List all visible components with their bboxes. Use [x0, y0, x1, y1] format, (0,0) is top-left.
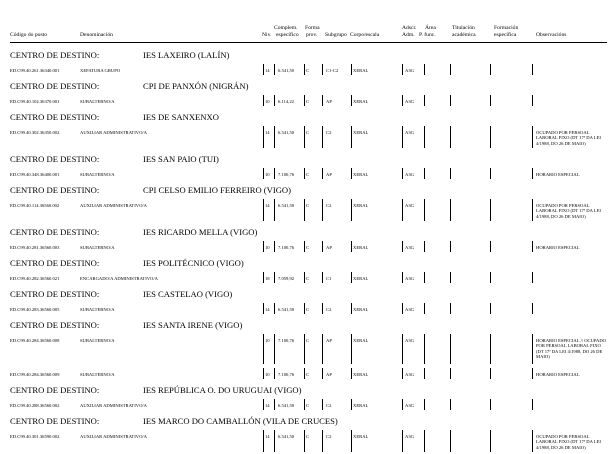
column-rule	[304, 168, 305, 179]
column-rule	[263, 368, 264, 379]
column-rule	[274, 303, 275, 314]
table-row	[10, 399, 607, 412]
cell-forma: C	[306, 99, 310, 104]
column-rule	[322, 95, 323, 106]
column-rule	[424, 64, 425, 75]
center-label: CENTRO DE DESTINO:	[10, 258, 100, 268]
center-name: IES POLITÉCNICO (VIGO)	[143, 258, 244, 268]
column-rule	[490, 430, 491, 452]
cell-nivel: 10	[265, 172, 270, 177]
cell-nivel: 10	[265, 338, 270, 343]
column-rule	[532, 64, 533, 75]
cell-subgrupo: AP	[326, 372, 332, 377]
header-area-1: Área	[425, 25, 436, 31]
column-rule	[263, 126, 264, 148]
column-rule	[424, 199, 425, 221]
column-rule	[424, 303, 425, 314]
column-rule	[274, 241, 275, 252]
table-row	[10, 168, 607, 181]
column-rule	[304, 334, 305, 364]
column-rule	[424, 334, 425, 364]
center-name: IES SANTA IRENE (VIGO)	[143, 320, 243, 330]
column-rule	[424, 95, 425, 106]
column-rule	[402, 430, 403, 452]
cell-codigo: ED.C99.40.348.36400.001	[10, 172, 60, 177]
cell-codigo: ED.C99.40.102.36370.001	[10, 99, 60, 104]
column-rule	[450, 199, 451, 221]
column-rule	[532, 399, 533, 410]
center-name: IES RICARDO MELLA (VIGO)	[143, 227, 258, 237]
cell-subgrupo: AP	[326, 338, 332, 343]
center-name: IES MARCO DO CAMBALLÓN (VILA DE CRUCES)	[143, 416, 338, 426]
column-rule	[263, 168, 264, 179]
cell-subgrupo: C1	[326, 276, 332, 281]
table-row	[10, 430, 607, 454]
column-rule	[424, 368, 425, 379]
center-label: CENTRO DE DESTINO:	[10, 416, 100, 426]
header-divider	[10, 42, 607, 43]
column-rule	[322, 199, 323, 221]
table-header	[0, 22, 615, 42]
header-formacion-1: Formación	[494, 25, 519, 31]
column-rule	[402, 334, 403, 364]
cell-forma: C	[306, 434, 310, 439]
header-nivel: Niv.	[262, 32, 272, 38]
column-rule	[322, 430, 323, 452]
column-rule	[490, 272, 491, 283]
cell-forma: C	[306, 172, 310, 177]
header-titulacion-2: académica	[452, 32, 476, 38]
column-rule	[274, 64, 275, 75]
header-complemento-1: Complem.	[274, 25, 298, 31]
cell-denom: AUXILIAR ADMINISTRATIVO/A	[80, 130, 147, 135]
cell-obs: OCUPADO POR PERSOAL LABORAL FIXO (DT 17ª DA LEI 4/1988, DO 26 DE MAIO)	[536, 130, 601, 146]
column-rule	[532, 199, 533, 221]
cell-complemento: 7.059,92	[278, 276, 295, 281]
column-rule	[351, 126, 352, 148]
cell-corpo: XERAL	[353, 203, 369, 208]
column-rule	[532, 168, 533, 179]
column-rule	[402, 368, 403, 379]
column-rule	[304, 399, 305, 410]
header-denominacion: Denominación	[80, 32, 113, 38]
cell-adscr: A3G	[405, 203, 414, 208]
cell-complemento: 7.100,76	[278, 172, 295, 177]
center-label: CENTRO DE DESTINO:	[10, 185, 100, 195]
header-complemento-2: específico	[276, 32, 299, 38]
header-observacions: Observacións	[536, 32, 567, 38]
column-rule	[490, 241, 491, 252]
cell-denom: SUBALTERNO/A	[80, 338, 115, 343]
center-label: CENTRO DE DESTINO:	[10, 289, 100, 299]
column-rule	[351, 399, 352, 410]
cell-subgrupo: AP	[326, 172, 332, 177]
table-row	[10, 334, 607, 366]
column-rule	[263, 64, 264, 75]
cell-denom: AUXILIAR ADMINISTRATIVO/A	[80, 434, 147, 439]
header-corpo: Corpo/escala	[350, 32, 380, 38]
cell-codigo: ED.C99.40.284.36560.008	[10, 338, 60, 343]
cell-nivel: 18	[265, 276, 270, 281]
cell-complemento: 7.100,76	[278, 372, 295, 377]
center-label: CENTRO DE DESTINO:	[10, 227, 100, 237]
column-rule	[274, 334, 275, 364]
cell-denom: SUBALTERNO/A	[80, 99, 115, 104]
column-rule	[490, 368, 491, 379]
cell-forma: C	[306, 68, 310, 73]
column-rule	[402, 64, 403, 75]
table-row	[10, 95, 607, 108]
cell-denom: XEFATURA GRUPO	[80, 68, 121, 73]
cell-adscr: A3G	[405, 434, 414, 439]
column-rule	[450, 334, 451, 364]
column-rule	[424, 430, 425, 452]
cell-subgrupo: C2	[326, 403, 332, 408]
cell-corpo: XERAL	[353, 307, 369, 312]
header-forma-1: Forma	[305, 25, 320, 31]
cell-forma: C	[306, 276, 310, 281]
cell-denom: SUBALTERNO/A	[80, 372, 115, 377]
cell-nivel: 14	[265, 203, 270, 208]
cell-obs: HORARIO ESPECIAL	[536, 172, 580, 177]
cell-corpo: XERAL	[353, 338, 369, 343]
cell-denom: SUBALTERNO/A	[80, 172, 115, 177]
cell-forma: C	[306, 372, 310, 377]
column-rule	[490, 64, 491, 75]
column-rule	[424, 126, 425, 148]
cell-subgrupo: C2	[326, 307, 332, 312]
column-rule	[490, 95, 491, 106]
header-adscr-2: Adm.	[402, 32, 415, 38]
column-rule	[402, 399, 403, 410]
cell-adscr: A3G	[405, 338, 414, 343]
cell-adscr: A3G	[405, 172, 414, 177]
cell-nivel: 10	[265, 99, 270, 104]
column-rule	[322, 272, 323, 283]
cell-subgrupo: C2	[326, 434, 332, 439]
cell-nivel: 14	[265, 434, 270, 439]
cell-subgrupo: AP	[326, 245, 332, 250]
cell-nivel: 10	[265, 245, 270, 250]
table-row	[10, 272, 607, 285]
cell-denom: AUXILIAR ADMINISTRATIVO/A	[80, 403, 147, 408]
cell-corpo: XERAL	[353, 172, 369, 177]
cell-corpo: XERAL	[353, 68, 369, 73]
column-rule	[532, 95, 533, 106]
cell-forma: C	[306, 403, 310, 408]
column-rule	[274, 430, 275, 452]
column-rule	[450, 399, 451, 410]
cell-codigo: ED.C99.40.282.36560.021	[10, 276, 60, 281]
center-name: CPI CELSO EMILIO FERREIRO (VIGO)	[143, 185, 291, 195]
column-rule	[351, 199, 352, 221]
cell-adscr: A3G	[405, 130, 414, 135]
cell-adscr: A3G	[405, 307, 414, 312]
cell-corpo: XERAL	[353, 99, 369, 104]
cell-forma: C	[306, 338, 310, 343]
column-rule	[304, 199, 305, 221]
cell-corpo: XERAL	[353, 434, 369, 439]
cell-corpo: XERAL	[353, 372, 369, 377]
column-rule	[263, 241, 264, 252]
column-rule	[322, 334, 323, 364]
cell-complemento: 7.100,76	[278, 245, 295, 250]
column-rule	[304, 303, 305, 314]
cell-obs: HORARIO ESPECIAL	[536, 372, 580, 377]
column-rule	[274, 272, 275, 283]
cell-adscr: A3G	[405, 276, 414, 281]
column-rule	[274, 399, 275, 410]
cell-corpo: XERAL	[353, 276, 369, 281]
cell-denom: SUBALTERNO/A	[80, 245, 115, 250]
column-rule	[450, 430, 451, 452]
column-rule	[274, 95, 275, 106]
column-rule	[274, 168, 275, 179]
column-rule	[351, 334, 352, 364]
cell-codigo: ED.C99.40.288.36560.002	[10, 403, 60, 408]
column-rule	[351, 430, 352, 452]
column-rule	[304, 126, 305, 148]
column-rule	[532, 368, 533, 379]
cell-forma: C	[306, 245, 310, 250]
column-rule	[263, 95, 264, 106]
column-rule	[490, 199, 491, 221]
column-rule	[351, 303, 352, 314]
table-row	[10, 199, 607, 223]
table-row	[10, 64, 607, 77]
cell-complemento: 6.541,50	[278, 307, 295, 312]
cell-adscr: A3G	[405, 68, 414, 73]
header-codigo: Código do posto	[10, 32, 47, 38]
column-rule	[424, 241, 425, 252]
column-rule	[532, 272, 533, 283]
column-rule	[402, 126, 403, 148]
center-name: IES CASTELAO (VIGO)	[143, 289, 233, 299]
cell-complemento: 7.100,76	[278, 338, 295, 343]
cell-codigo: ED.C99.40.261.36340.001	[10, 68, 60, 73]
column-rule	[532, 334, 533, 364]
center-label: CENTRO DE DESTINO:	[10, 385, 100, 395]
cell-complemento: 6.541,50	[278, 403, 295, 408]
cell-complemento: 6.541,50	[278, 130, 295, 135]
cell-subgrupo: C2	[326, 130, 332, 135]
column-rule	[322, 241, 323, 252]
cell-corpo: XERAL	[353, 403, 369, 408]
cell-adscr: A3G	[405, 403, 414, 408]
column-rule	[351, 95, 352, 106]
column-rule	[532, 303, 533, 314]
cell-subgrupo: C2	[326, 203, 332, 208]
center-name: IES REPÚBLICA O. DO URUGUAI (VIGO)	[143, 385, 302, 395]
column-rule	[274, 199, 275, 221]
center-label: CENTRO DE DESTINO:	[10, 112, 100, 122]
cell-obs: HORARIO ESPECIAL // OCUPADO POR PERSOAL LABORAL FIXO (DT 17ª DA LEI 4/1988, DO 26 DE MAIO)	[536, 338, 606, 360]
column-rule	[351, 64, 352, 75]
cell-forma: C	[306, 130, 310, 135]
center-label: CENTRO DE DESTINO:	[10, 154, 100, 164]
cell-nivel: 14	[265, 130, 270, 135]
cell-obs: OCUPADO POR PERSOAL LABORAL FIXO (DT 17ª DA LEI 4/1988, DO 26 DE MAIO)	[536, 203, 601, 219]
cell-forma: C	[306, 203, 310, 208]
table-row	[10, 368, 607, 381]
column-rule	[532, 430, 533, 452]
column-rule	[263, 399, 264, 410]
column-rule	[263, 272, 264, 283]
column-rule	[490, 168, 491, 179]
cell-denom: SUBALTERNO/A	[80, 307, 115, 312]
column-rule	[263, 334, 264, 364]
cell-adscr: A3G	[405, 245, 414, 250]
column-rule	[304, 272, 305, 283]
column-rule	[304, 64, 305, 75]
column-rule	[322, 399, 323, 410]
cell-codigo: ED.C99.40.281.36560.003	[10, 245, 60, 250]
center-name: IES LAXEIRO (LALÍN)	[143, 50, 230, 60]
cell-subgrupo: AP	[326, 99, 332, 104]
table-row	[10, 303, 607, 316]
cell-denom: ENCARGADO/A ADMINISTRATIVO/A	[80, 276, 158, 281]
cell-nivel: 14	[265, 68, 270, 73]
cell-denom: AUXILIAR ADMINISTRATIVO/A	[80, 203, 147, 208]
column-rule	[402, 272, 403, 283]
column-rule	[402, 95, 403, 106]
cell-complemento: 6.114,22	[278, 99, 294, 104]
center-label: CENTRO DE DESTINO:	[10, 50, 100, 60]
header-titulacion-1: Titulación	[452, 25, 475, 31]
column-rule	[263, 199, 264, 221]
cell-complemento: 6.541,50	[278, 434, 295, 439]
column-rule	[274, 368, 275, 379]
column-rule	[450, 303, 451, 314]
cell-complemento: 6.541,50	[278, 203, 295, 208]
cell-codigo: ED.C99.40.284.36560.009	[10, 372, 60, 377]
column-rule	[490, 399, 491, 410]
column-rule	[490, 303, 491, 314]
column-rule	[304, 430, 305, 452]
column-rule	[402, 168, 403, 179]
header-forma-2: prov.	[306, 32, 318, 38]
column-rule	[424, 272, 425, 283]
column-rule	[450, 241, 451, 252]
column-rule	[490, 126, 491, 148]
column-rule	[322, 368, 323, 379]
column-rule	[402, 199, 403, 221]
center-name: IES SAN PAIO (TUI)	[143, 154, 219, 164]
cell-codigo: ED.C99.40.301.36590.002	[10, 434, 60, 439]
center-label: CENTRO DE DESTINO:	[10, 81, 100, 91]
table-row	[10, 126, 607, 150]
column-rule	[351, 368, 352, 379]
cell-codigo: ED.C99.40.302.36350.002	[10, 130, 60, 135]
cell-nivel: 10	[265, 372, 270, 377]
column-rule	[402, 241, 403, 252]
column-rule	[322, 126, 323, 148]
cell-complemento: 6.541,50	[278, 68, 295, 73]
cell-corpo: XERAL	[353, 245, 369, 250]
cell-adscr: A3G	[405, 99, 414, 104]
column-rule	[402, 303, 403, 314]
cell-forma: C	[306, 307, 310, 312]
header-area-2: P. func.	[419, 32, 436, 38]
column-rule	[450, 272, 451, 283]
column-rule	[263, 303, 264, 314]
column-rule	[274, 126, 275, 148]
center-name: CPI DE PANXÓN (NIGRÁN)	[143, 81, 249, 91]
column-rule	[351, 272, 352, 283]
column-rule	[304, 95, 305, 106]
cell-obs: HORARIO ESPECIAL	[536, 245, 580, 250]
header-adscr-1: Adscr.	[402, 25, 417, 31]
column-rule	[351, 241, 352, 252]
cell-obs: OCUPADO POR PERSOAL LABORAL FIXO (DT 17ª DA LEI 4/1988, DO 26 DE MAIO)	[536, 434, 601, 450]
center-label: CENTRO DE DESTINO:	[10, 320, 100, 330]
column-rule	[450, 168, 451, 179]
column-rule	[532, 241, 533, 252]
column-rule	[322, 64, 323, 75]
column-rule	[424, 168, 425, 179]
column-rule	[304, 241, 305, 252]
column-rule	[532, 126, 533, 148]
cell-codigo: ED.C99.40.283.36560.005	[10, 307, 60, 312]
column-rule	[263, 430, 264, 452]
column-rule	[424, 399, 425, 410]
column-rule	[322, 168, 323, 179]
column-rule	[450, 64, 451, 75]
column-rule	[351, 168, 352, 179]
column-rule	[450, 368, 451, 379]
column-rule	[322, 303, 323, 314]
header-formacion-2: específica	[494, 32, 517, 38]
cell-codigo: ED.C99.40.114.36560.002	[10, 203, 60, 208]
cell-adscr: A3G	[405, 372, 414, 377]
cell-nivel: 14	[265, 307, 270, 312]
header-subgrupo: Subgrupo	[325, 32, 347, 38]
center-name: IES DE SANXENXO	[143, 112, 219, 122]
column-rule	[490, 334, 491, 364]
cell-nivel: 14	[265, 403, 270, 408]
column-rule	[304, 368, 305, 379]
cell-corpo: XERAL	[353, 130, 369, 135]
column-rule	[450, 95, 451, 106]
column-rule	[450, 126, 451, 148]
cell-subgrupo: C1-C2	[326, 68, 339, 73]
table-row	[10, 241, 607, 254]
